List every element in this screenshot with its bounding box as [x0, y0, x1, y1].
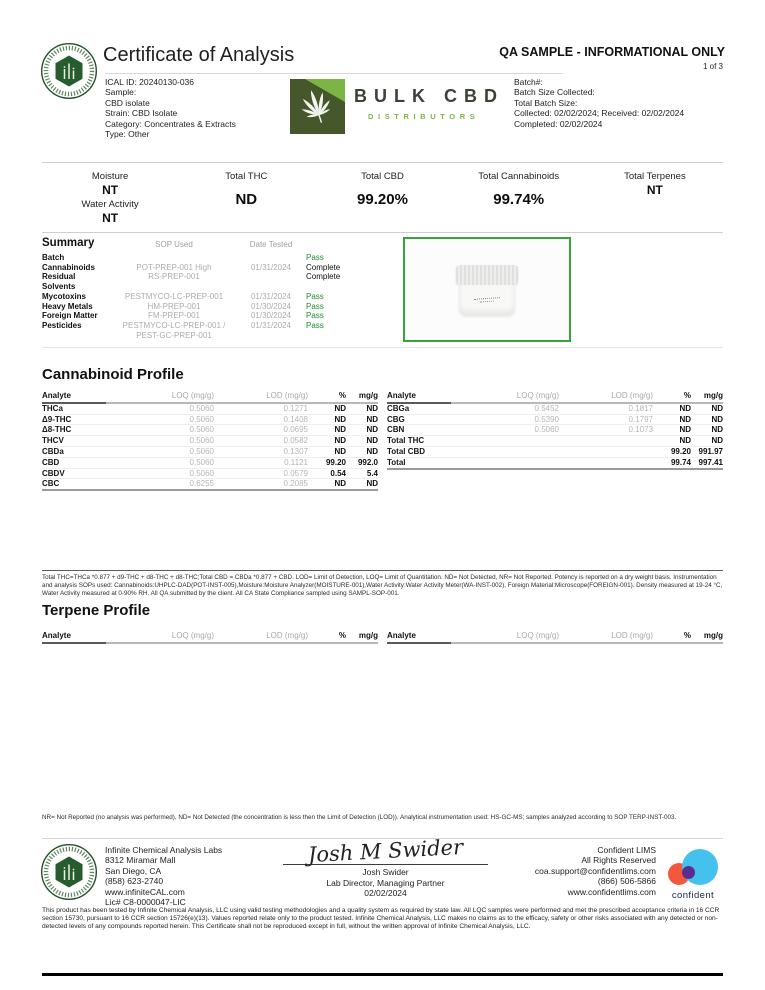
analyte-name: CBD [42, 457, 60, 467]
date-tested [238, 272, 304, 291]
mgg-value: ND [366, 403, 378, 413]
analyte-name: CBGa [387, 403, 410, 413]
analyte-name: Δ8-THC [42, 425, 72, 435]
col-lod: LOD (mg/g) [559, 391, 653, 404]
analyte-name: CBC [42, 479, 60, 489]
test-name: Residual Solvents [42, 272, 76, 292]
lod-value: 0.1817 [628, 403, 653, 413]
date-tested: 01/31/2024 [250, 320, 292, 330]
loq-value: 0.5060 [189, 414, 214, 424]
batch-info-line: Batch#: [514, 77, 543, 87]
metric-total-cbd [314, 171, 450, 232]
summary-section [42, 237, 402, 340]
sample-jar-lid [456, 265, 518, 285]
sample-info-line: Category: Concentrates & Extracts [105, 118, 236, 129]
percent-value: ND [334, 414, 346, 424]
percent-value: ND [679, 414, 691, 424]
col-loq: LOQ (mg/g) [451, 391, 559, 404]
analyte-name: Δ9-THC [42, 414, 72, 424]
summary-title: Summary [42, 237, 95, 249]
analyte-name: Total [387, 457, 406, 467]
batch-info [514, 77, 684, 129]
loq-value [451, 458, 559, 468]
loq-value: 0.5060 [189, 446, 214, 456]
bulk-cbd-logo [290, 79, 504, 134]
col-loq: LOQ (mg/g) [451, 631, 559, 644]
signer-role: Lab Director, Managing Partner [326, 877, 445, 888]
lod-value: 0.1307 [283, 446, 308, 456]
col-percent: % [308, 391, 346, 404]
summary-row [42, 321, 402, 340]
table-row [387, 458, 723, 470]
summary-header-row [42, 237, 402, 249]
status-badge: Pass [306, 320, 324, 330]
metric-value: NT [102, 183, 119, 197]
metric-value: 99.74% [493, 191, 545, 208]
jar-label-scribble [480, 300, 494, 302]
cannabinoid-footnote: Total THC=THCa *0.877 + d9-THC + d8-THC + d8-THC;Total CBD = CBDa *0.877 + CBD. LOD= Limit of Detection, LOQ= Limit of Quantitation. ND= Not Detected, NR= Not Reported. Potency is reported on a dry weight basis. Instrumentation and analysis SOPs used: Cannabinoids:UHPLC-DAD(POT-INST-005),Moisture:Moisture Analyzer(MOISTURE-001),Water Activity:Water Activity Meter(WA-INST-002), Foreign Material:Microscope(FOREIGN-001). Density measured at 19-24 °C, Water Activity measured at 0-90% RH. All QA submitted by the client. All CA State Compliance sampled using SAMPL-SOP-001. [42, 570, 723, 597]
batch-info-line: Completed: 02/02/2024 [514, 118, 603, 129]
analyte-name: THCV [42, 436, 64, 446]
percent-value: 99.20 [325, 457, 346, 467]
metric-total-thc [178, 171, 314, 232]
col-lod: LOD (mg/g) [214, 391, 308, 404]
table-row [42, 458, 378, 469]
summary-row [42, 272, 402, 291]
terpene-table-right [387, 631, 723, 644]
metric-label: Total THC [225, 171, 268, 182]
lod-value [559, 447, 653, 457]
metric-label: Water Activity [81, 199, 139, 210]
status-badge: Complete [306, 262, 341, 272]
mgg-value: ND [711, 414, 723, 424]
status-badge: Pass [306, 311, 324, 321]
lod-value: 0.0579 [283, 468, 308, 478]
signature-date: 02/02/2024 [364, 888, 407, 898]
percent-value: 0.54 [330, 468, 346, 478]
lims-info-line: Confident LIMS [597, 845, 656, 855]
percent-value: ND [679, 403, 691, 413]
loq-value: 0.6255 [189, 479, 214, 489]
loq-value: 0.5060 [189, 468, 214, 478]
mgg-value: ND [366, 436, 378, 446]
table-header-row [42, 631, 378, 644]
mgg-value: ND [711, 436, 723, 446]
sample-info-line: Type: Other [105, 129, 150, 140]
mgg-value: 5.4 [366, 468, 378, 478]
terpene-footnote: NR= Not Reported (no analysis was performed), ND= Not Detected (the concentration is less then the Limit of Detection (LOD)). Analytical instrumentation used: HS-GC-MS; samples analyzed according to SOP TERP-INST-003. [42, 814, 677, 821]
sample-jar-body [459, 285, 515, 315]
col-loq: LOQ (mg/g) [106, 391, 214, 404]
percent-value: ND [334, 436, 346, 446]
metric-value: NT [102, 211, 119, 225]
lims-info-line: www.confidentlims.com [567, 886, 656, 897]
lod-value: 0.1408 [283, 414, 308, 424]
page-title: Certificate of Analysis [103, 44, 295, 66]
lod-value: 0.1121 [284, 457, 308, 467]
legal-disclaimer: This product has been tested by Infinite Chemical Analysis, LLC using valid testing methodologies and a quality system as required by state law. All LQC samples were performed and met the prescribed acceptance criteria in 16 CCR section 15730, pursuant to 16 CCR section 15726(e)(13). Values reported relate only to the product tested. Infinite Chemical Analysis, LLC makes no claims as to the efficacy, safety or other risks associated with any detected or non-detected levels of any compounds reported herein. This Certificate shall not be reproduced except in full, without the written approval of Infinite Chemical Analysis, LLC. [42, 907, 720, 931]
col-analyte: Analyte [387, 391, 451, 404]
lab-address [105, 845, 222, 907]
col-analyte: Analyte [387, 631, 451, 644]
test-name: Heavy Metals [42, 301, 93, 311]
sample-info-line: Strain: CBD Isolate [105, 108, 178, 119]
summary-rows [42, 253, 402, 340]
brand-subtitle: DISTRIBUTORS [368, 112, 480, 121]
page-indicator: 1 of 3 [702, 62, 723, 71]
date-tested: 01/31/2024 [250, 291, 292, 301]
sample-info [105, 77, 236, 139]
purple-overlap-circle [682, 866, 695, 879]
sop-used: FM-PREP-001 [147, 311, 200, 321]
col-percent: % [653, 391, 691, 404]
summary-row [42, 311, 402, 321]
mgg-value: ND [366, 414, 378, 424]
lab-address-line: (858) 623-2740 [105, 876, 164, 887]
table-row [387, 415, 723, 426]
metric-label: Moisture [91, 171, 129, 182]
signature-block [283, 834, 488, 899]
sop-used [110, 253, 238, 263]
table-row [387, 447, 723, 458]
loq-value [451, 436, 559, 446]
cannabinoid-table-right [387, 391, 723, 470]
percent-value: ND [334, 425, 346, 435]
sample-info-line: Sample: [105, 87, 137, 98]
col-mgg: mg/g [691, 631, 723, 644]
date-tested [238, 253, 304, 263]
summary-col-sop: SOP Used [155, 240, 193, 249]
metric-label: Total CBD [361, 171, 404, 182]
sop-used: POT-PREP-001 High [136, 262, 212, 272]
test-name: Batch [42, 253, 65, 262]
lod-value: 0.1797 [628, 414, 653, 424]
table-row [387, 404, 723, 415]
loq-value: 0.5390 [534, 414, 559, 424]
lims-info-line: (866) 506-5866 [597, 876, 656, 887]
cannabinoid-table-left [42, 391, 378, 491]
metric-value: 99.20% [357, 191, 408, 208]
qa-banner: QA SAMPLE - INFORMATIONAL ONLY [499, 45, 725, 59]
test-name: Mycotoxins [42, 291, 87, 301]
metric-total-terpenes [587, 171, 723, 232]
metric-label: Total Terpenes [624, 171, 686, 182]
analyte-name: CBN [387, 425, 405, 435]
mgg-value: ND [366, 479, 378, 489]
table-row [42, 479, 378, 491]
col-lod: LOD (mg/g) [559, 631, 653, 644]
percent-value: 99.20 [670, 446, 691, 456]
date-tested: 01/31/2024 [250, 262, 292, 272]
cannabis-leaf-icon [290, 79, 345, 134]
lab-address-line: Lic# C8-0000047-LIC [105, 897, 186, 908]
mgg-value: 997.41 [698, 457, 723, 467]
summary-row [42, 253, 402, 263]
loq-value: 0.5060 [534, 425, 559, 435]
sample-info-line: CBD isolate [105, 97, 150, 108]
infinite-chemical-lab-seal-icon [40, 843, 98, 901]
lod-value: 0.0695 [283, 425, 308, 435]
test-name: Cannabinoids [42, 262, 95, 272]
section-divider [42, 347, 723, 348]
terpene-table-left [42, 631, 378, 644]
summary-row [42, 263, 402, 273]
date-tested: 01/30/2024 [250, 311, 292, 321]
col-loq: LOQ (mg/g) [106, 631, 214, 644]
percent-value: ND [679, 436, 691, 446]
analyte-name: Total CBD [387, 446, 426, 456]
metric-total-cannabinoids [451, 171, 587, 232]
lod-value: 0.0582 [283, 436, 308, 446]
mgg-value: 991.97 [698, 446, 723, 456]
metric-value: NT [646, 183, 663, 197]
brand-name: BULK CBD [354, 86, 504, 106]
signature-script: Josh M Swider [307, 834, 464, 868]
jar-label-scribble [474, 297, 500, 300]
cannabinoid-profile-title: Cannabinoid Profile [42, 366, 184, 383]
confident-circles-icon [666, 849, 720, 887]
signer-name: Josh Swider [362, 867, 409, 877]
infinite-chemical-lab-seal-icon [40, 42, 98, 100]
table-row [387, 436, 723, 447]
confident-lims-logo [666, 849, 720, 901]
bottom-rule [42, 973, 723, 976]
col-mgg: mg/g [346, 631, 378, 644]
lod-value [559, 458, 653, 468]
date-tested: 01/30/2024 [250, 301, 292, 311]
analyte-name: THCa [42, 403, 63, 413]
sample-photo [403, 237, 571, 342]
metric-moisture [42, 171, 178, 232]
loq-value [451, 447, 559, 457]
lab-address-line: 8312 Miramar Mall [105, 855, 176, 866]
loq-value: 0.5452 [534, 403, 559, 413]
lod-value: 0.1271 [283, 403, 308, 413]
summary-row [42, 302, 402, 312]
mgg-value: ND [711, 403, 723, 413]
analyte-name: CBG [387, 414, 405, 424]
test-name: Foreign Matter [42, 311, 98, 321]
percent-value: ND [334, 479, 346, 489]
lims-info-line: coa.support@confidentlims.com [534, 865, 656, 876]
table-row [42, 425, 378, 436]
table-row [42, 469, 378, 480]
summary-row [42, 292, 402, 302]
analyte-name: CBDa [42, 446, 64, 456]
percent-value: ND [334, 403, 346, 413]
loq-value: 0.5060 [189, 457, 214, 467]
mgg-value: ND [711, 425, 723, 435]
percent-value: 99.74 [670, 457, 691, 467]
header-divider [105, 73, 563, 74]
table-body [387, 404, 723, 470]
analyte-name: CBDV [42, 468, 65, 478]
metrics-band [42, 162, 723, 233]
confident-wordmark: confident [671, 890, 715, 901]
col-lod: LOD (mg/g) [214, 631, 308, 644]
batch-info-line: Total Batch Size: [514, 97, 578, 108]
table-row [42, 415, 378, 426]
batch-info-line: Collected: 02/02/2024; Received: 02/02/2024 [514, 108, 685, 119]
loq-value: 0.5060 [189, 436, 214, 446]
sample-info-line: ICAL ID: 20240130-036 [105, 77, 194, 87]
status-badge: Pass [306, 253, 324, 262]
table-row [387, 425, 723, 436]
terpene-profile-title: Terpene Profile [42, 602, 151, 619]
analyte-name: Total THC [387, 436, 425, 446]
metric-value: ND [235, 191, 258, 208]
col-mgg: mg/g [346, 391, 378, 404]
table-body [42, 404, 378, 491]
lod-value: 0.1073 [628, 425, 653, 435]
table-row [42, 404, 378, 415]
col-percent: % [653, 631, 691, 644]
table-row [42, 447, 378, 458]
col-percent: % [308, 631, 346, 644]
mgg-value: ND [366, 446, 378, 456]
percent-value: ND [334, 446, 346, 456]
lab-address-line: San Diego, CA [105, 865, 162, 876]
sop-used: PESTMYCO-LC-PREP-001 [124, 291, 224, 301]
col-mgg: mg/g [691, 391, 723, 404]
status-badge: Complete [306, 272, 341, 282]
batch-info-line: Batch Size Collected: [514, 87, 595, 98]
lab-address-line: Infinite Chemical Analysis Labs [105, 845, 223, 855]
summary-col-date: Date Tested [249, 240, 293, 249]
loq-value: 0.5060 [189, 425, 214, 435]
status-badge: Pass [306, 291, 324, 301]
mgg-value: ND [366, 425, 378, 435]
loq-value: 0.5060 [189, 403, 214, 413]
sop-used: RS-PREP-001 [148, 272, 200, 282]
table-header-row [42, 391, 378, 404]
metric-label: Total Cannabinoids [478, 171, 560, 182]
test-name: Pesticides [42, 320, 82, 330]
brand-text [354, 79, 504, 121]
table-header-row [387, 391, 723, 404]
sop-used: PESTMYCO-LC-PREP-001 / PEST-GC-PREP-001 [122, 320, 226, 340]
lims-info [470, 845, 656, 897]
col-analyte: Analyte [42, 631, 106, 644]
sop-used: HM-PREP-001 [147, 301, 201, 311]
lod-value: 0.2085 [283, 479, 308, 489]
lod-value [559, 436, 653, 446]
lab-address-line: www.infiniteCAL.com [105, 886, 185, 897]
table-header-row [387, 631, 723, 644]
percent-value: ND [679, 425, 691, 435]
mgg-value: 992.0 [357, 457, 378, 467]
table-row [42, 436, 378, 447]
col-analyte: Analyte [42, 391, 106, 404]
lims-info-line: All Rights Reserved [581, 855, 656, 866]
status-badge: Pass [306, 301, 324, 311]
